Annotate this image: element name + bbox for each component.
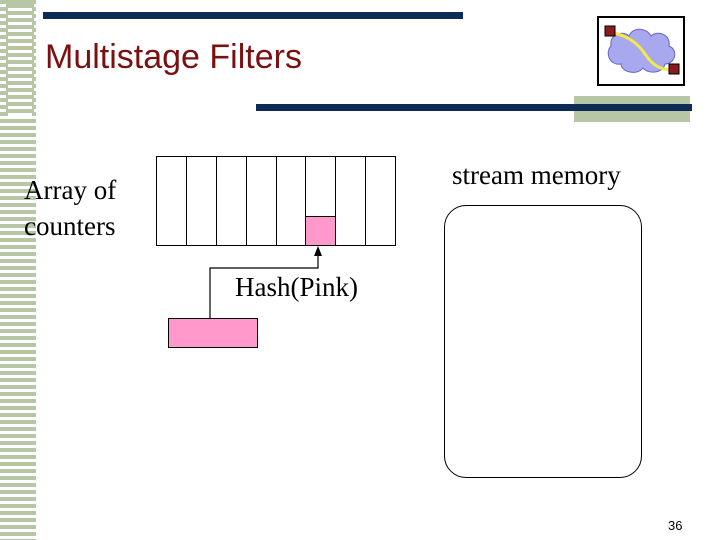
pink-packet [168, 318, 258, 348]
array-of-counters-text: Array of counters [24, 175, 117, 241]
hash-pink-label: Hash(Pink) [235, 272, 358, 302]
page-number: 36 [668, 518, 683, 533]
slide-title: Multistage Filters [45, 38, 302, 76]
stream-memory-label: stream memory [452, 160, 621, 190]
